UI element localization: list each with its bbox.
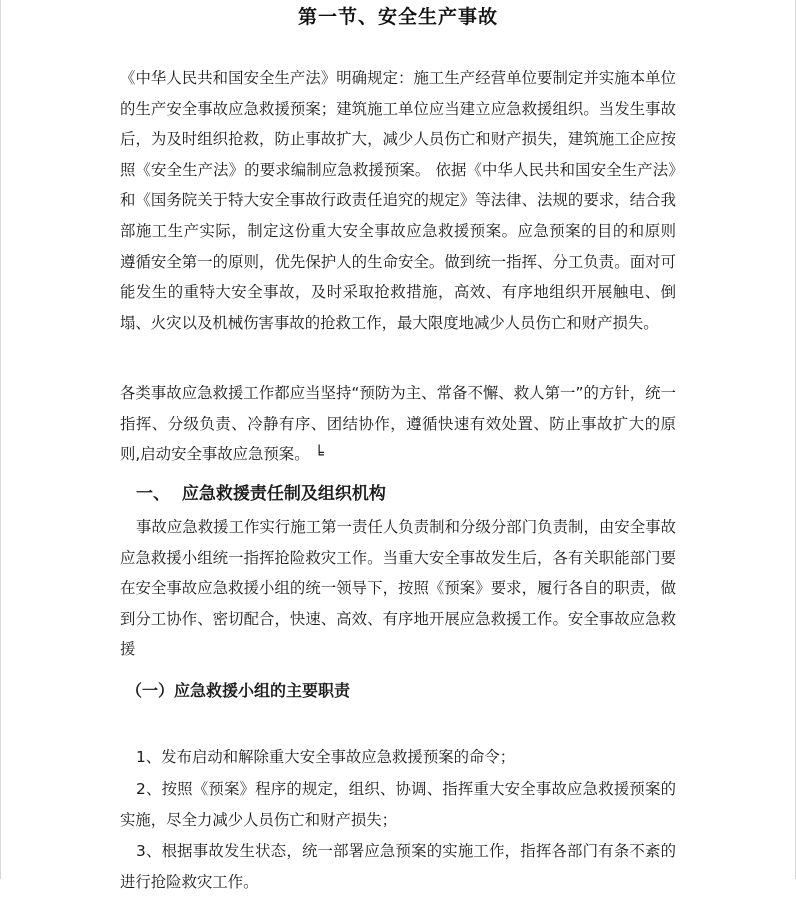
heading-responsibility-organization: 一、 应急救援责任制及组织机构 [136,484,386,504]
list-item-duty-2: 2、按照《预案》程序的规定，组织、协调、指挥重大安全事故应急救援预案的实施，尽全力减少人员伤亡和财产损失； [120,780,676,829]
list-item-duty-3: 3、根据事故发生状态，统一部署应急预案的实施工作，指挥各部门有条不紊的进行抢险救灾工作。 [120,842,676,891]
paragraph-responsibility: 事故应急救援工作实行施工第一责任人负责制和分级分部门负责制，由安全事故应急救援小组统一指挥抢险救灾工作。当重大安全事故发生后，各有关职能部门要在安全事故应急救援小组的统一领导下，按照《预案》要求，履行各自的职责，做到分工协作、密切配合，快速、高效、有序地开展应急救援工作。安全事故应急救援 [120,518,676,659]
list-item-duty-1: 1、发布启动和解除重大安全事故应急救援预案的命令； [136,748,516,766]
section-title: 第一节、安全生产事故 [297,6,498,28]
paragraph-principles: 各类事故应急救援工作都应当坚持“预防为主、常备不懈、救人第一”的方针，统一指挥、分级负责、冷静有序、团结协作，遵循快速有效处置、防止事故扩大的原则,启动安全事故应急预案。 ╘ [120,384,676,464]
page-left-border [0,0,1,879]
paragraph-intro: 《中华人民共和国安全生产法》明确规定：施工生产经营单位要制定并实施本单位的生产安全事故应急救援预案；建筑施工单位应当建立应急救援组织。当发生事故后，为及时组织抢救，防止事故扩大，减少人员伤亡和财产损失，建筑施工企应按照《安全生产法》的要求编制应急救援预案。 依据《中华人民共和国安全生产法》和《国务院关于特大安全事故行政责任追究的规定》等法律、法规的要求，结合我部施工生产实际，制定这份重大安全事故应急救援预案。应急预案的目的和原则 遵循安全第一的原则，优先保护人的生命安全。做到统一指挥、分工负责。面对可能发生的重特大安全事故，及时采取抢救措施，高效、有序地组织开展触电、倒塌、火灾以及机械伤害事故的抢救工作，最大限度地减少人员伤亡和财产损失。 [120,69,676,332]
heading-team-duties: （一）应急救援小组的主要职责 [126,681,351,700]
